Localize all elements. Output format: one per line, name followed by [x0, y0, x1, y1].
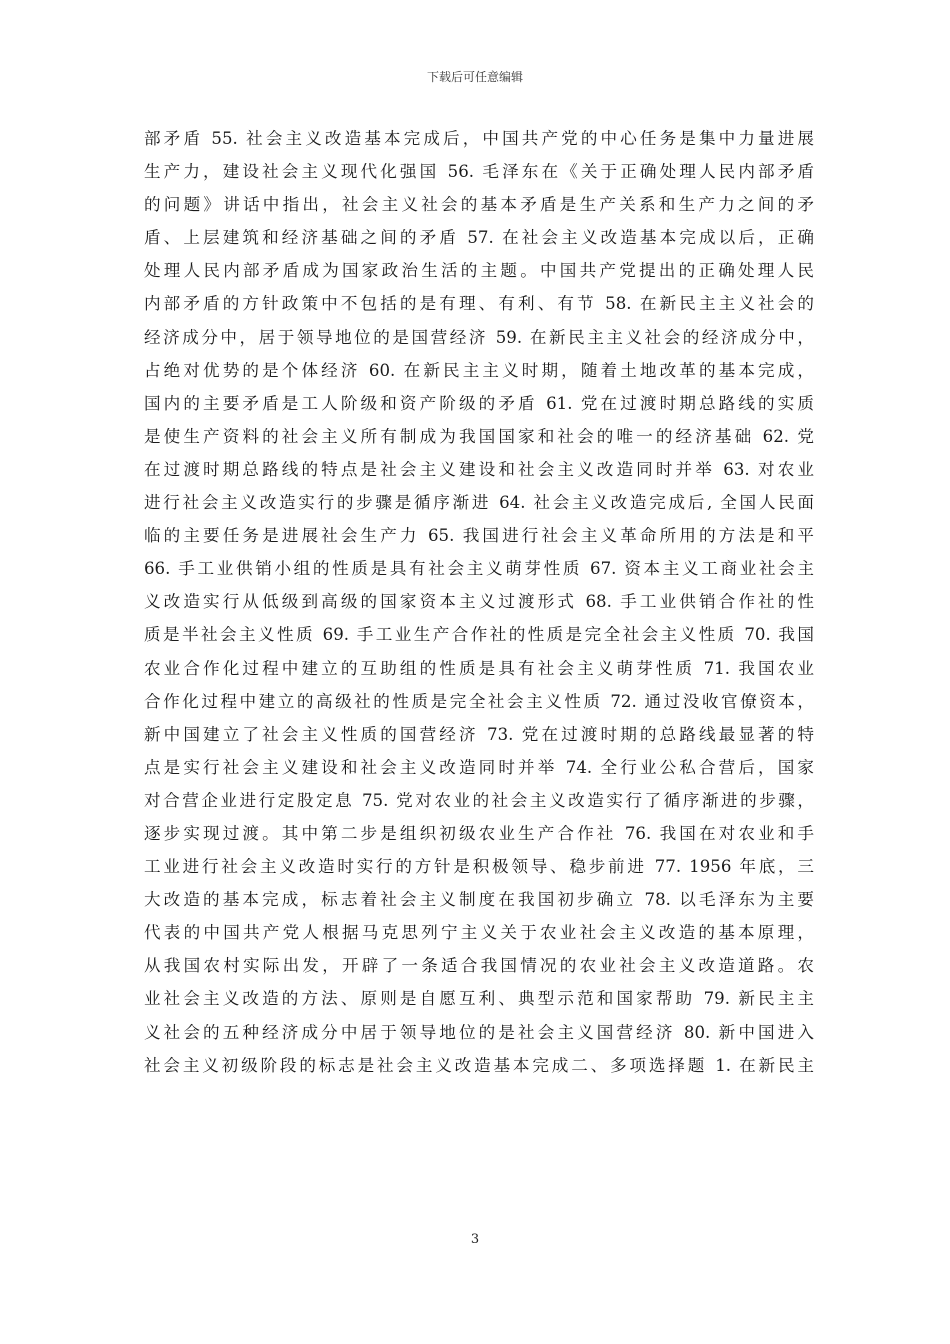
text-line-26: 从我国农村实际出发，开辟了一条适合我国情况的农业社会主义改造道路。农 — [144, 956, 814, 976]
text-line-3: 的问题》讲话中指出，社会主义社会的基本矛盾是生产关系和生产力之间的矛 — [144, 195, 814, 215]
text-line-7: 经济成分中，居于领导地位的是国营经济 59. 在新民主主义社会的经济成分中， — [144, 327, 814, 347]
text-line-24: 大改造的基本完成，标志着社会主义制度在我国初步确立 78. 以毛泽东为主要 — [144, 890, 814, 910]
text-line-17: 农业合作化过程中建立的互助组的性质是具有社会主义萌芽性质 71. 我国农业 — [144, 658, 814, 678]
text-line-27: 业社会主义改造的方法、原则是自愿互利、典型示范和国家帮助 79. 新民主主 — [144, 989, 814, 1009]
text-line-11: 在过渡时期总路线的特点是社会主义建设和社会主义改造同时并举 63. 对农业 — [144, 459, 814, 479]
text-line-8: 占绝对优势的是个体经济 60. 在新民主主义时期，随着土地改革的基本完成， — [144, 360, 814, 380]
text-line-25: 代表的中国共产党人根据马克思列宁主义关于农业社会主义改造的基本原理， — [144, 923, 814, 943]
text-line-13: 临的主要任务是进展社会生产力 65. 我国进行社会主义革命所用的方法是和平 — [144, 526, 814, 546]
text-line-12: 进行社会主义改造实行的步骤是循序渐进 64. 社会主义改造完成后, 全国人民面 — [144, 493, 814, 513]
text-line-2: 生产力，建设社会主义现代化强国 56. 毛泽东在《关于正确处理人民内部矛盾 — [144, 162, 814, 182]
text-line-10: 是使生产资料的社会主义所有制成为我国国家和社会的唯一的经济基础 62. 党 — [144, 426, 814, 446]
text-line-29: 社会主义初级阶段的标志是社会主义改造基本完成二、多项选择题 1. 在新民主 — [144, 1055, 814, 1075]
text-line-18: 合作化过程中建立的高级社的性质是完全社会主义性质 72. 通过没收官僚资本， — [144, 691, 814, 711]
text-line-16: 质是半社会主义性质 69. 手工业生产合作社的性质是完全社会主义性质 70. 我国 — [144, 625, 814, 645]
text-line-9: 国内的主要矛盾是工人阶级和资产阶级的矛盾 61. 党在过渡时期总路线的实质 — [144, 393, 814, 413]
text-line-6: 内部矛盾的方针政策中不包括的是有理、有利、有节 58. 在新民主主义社会的 — [144, 294, 814, 314]
text-line-23: 工业进行社会主义改造时实行的方针是积极领导、稳步前进 77. 1956 年底，三 — [144, 857, 814, 877]
body-text — [144, 122, 814, 1082]
page-header: 下载后可任意编辑 — [426, 70, 523, 84]
text-line-19: 新中国建立了社会主义性质的国营经济 73. 党在过渡时期的总路线最显著的特 — [144, 724, 814, 744]
text-line-14: 66. 手工业供销小组的性质是具有社会主义萌芽性质 67. 资本主义工商业社会主 — [144, 559, 814, 579]
text-line-15: 义改造实行从低级到高级的国家资本主义过渡形式 68. 手工业供销合作社的性 — [144, 592, 814, 612]
page-number: 3 — [470, 1232, 480, 1247]
text-line-20: 点是实行社会主义建设和社会主义改造同时并举 74. 全行业公私合营后，国家 — [144, 757, 814, 777]
text-line-4: 盾、上层建筑和经济基础之间的矛盾 57. 在社会主义改造基本完成以后，正确 — [144, 228, 814, 248]
text-line-1: 部矛盾 55. 社会主义改造基本完成后，中国共产党的中心任务是集中力量进展 — [144, 129, 814, 148]
text-line-5: 处理人民内部矛盾成为国家政治生活的主题。中国共产党提出的正确处理人民 — [144, 261, 814, 281]
text-line-22: 逐步实现过渡。其中第二步是组织初级农业生产合作社 76. 我国在对农业和手 — [144, 823, 814, 843]
text-line-28: 义社会的五种经济成分中居于领导地位的是社会主义国营经济 80. 新中国进入 — [144, 1022, 814, 1042]
text-line-21: 对合营企业进行定股定息 75. 党对农业的社会主义改造实行了循序渐进的步骤， — [144, 790, 814, 810]
